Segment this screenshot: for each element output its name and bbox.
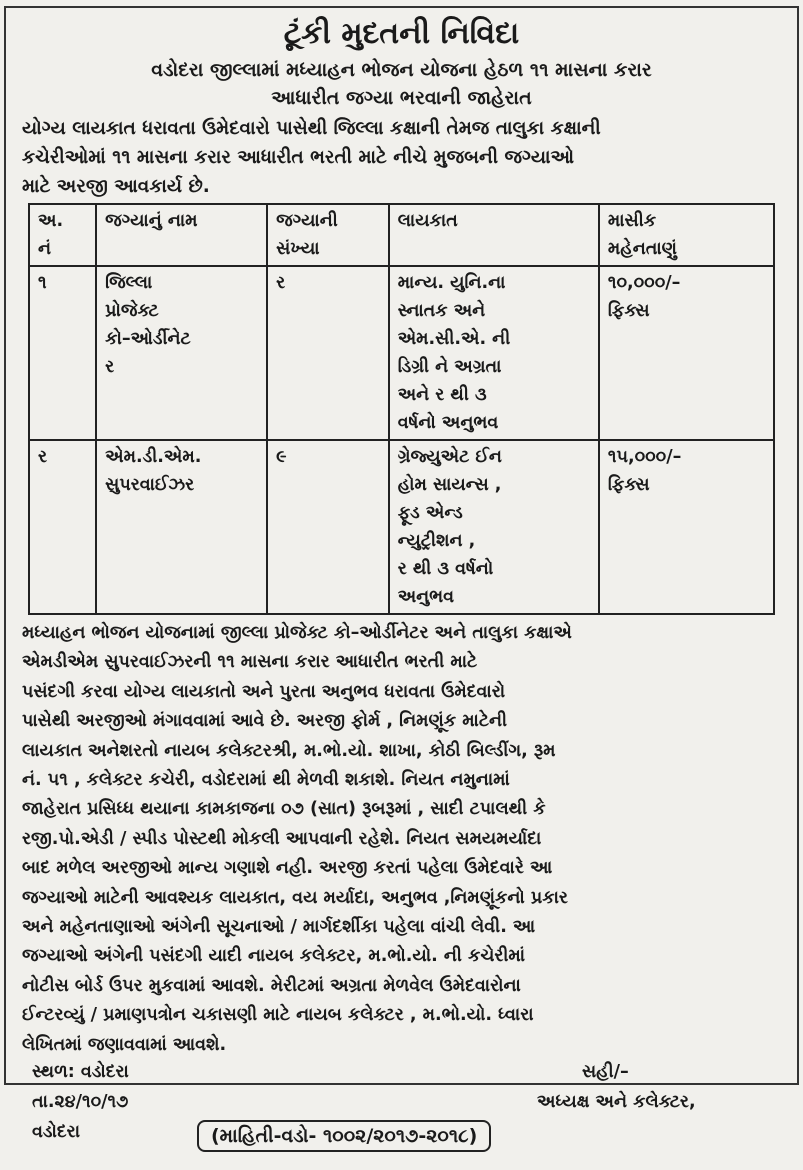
- body-line: બાદ મળેલ અરજીઓ માન્ય ગણાશે નહી. અરજી કરતાં પહેલા ઉમેદવારે આ: [22, 858, 553, 879]
- notice-subtitle: [22, 56, 781, 112]
- table-row: [29, 440, 774, 614]
- cell-post-name: એમ.ડી.એમ. સુપરવાઈઝર: [96, 440, 267, 614]
- body-line: નોટીસ બોર્ડ ઉપર મુકવામાં આવશે. મેરીટમાં અગ્રતા મેળવેલ ઉમેદવારોના: [22, 975, 521, 996]
- posts-table: [28, 203, 775, 615]
- body-line: એમડીએમ સુપરવાઈઝરની ૧૧ માસના કરાર આધારીત ભરતી માટે: [22, 652, 478, 673]
- footer-signed: સહી/–: [582, 1062, 629, 1083]
- header-post-name: જગ્યાનું નામ: [96, 204, 267, 266]
- notice-footer: [22, 1060, 781, 1170]
- footer-place: સ્થળ: વડોદરા: [32, 1062, 129, 1083]
- body-line: જગ્યાઓ માટેની આવશ્યક લાયકાત, વય મર્યાદા, અનુભવ ,નિમણૂંકનો પ્રકાર: [22, 887, 568, 908]
- cell-qualification: માન્ય. યુનિ.ના સ્નાતક અને એમ.સી.એ. ની ડિગ્રી ને અગ્રતા અને ર થી ૩ વર્ષનો અનુભવ: [389, 266, 599, 440]
- body-line: અને મહેનતાણાઓ અંગેની સૂચનાઓ / માર્ગદર્શીકા પહેલા વાંચી લેવી. આ: [22, 917, 536, 938]
- cell-post-count: ૯: [267, 440, 389, 614]
- body-line: નં. ૫૧ , કલેક્ટર કચેરી, વડોદરામાં થી મેળવી શકાશે. નિયત નમુનામાં: [22, 770, 510, 791]
- cell-qualification: ગ્રેજ્યુએટ ઈન હોમ સાયન્સ , ફૂડ એન્ડ ન્યુટ્રીશન , ર થી ૩ વર્ષનો અનુભવ: [389, 440, 599, 614]
- header-post-count: જગ્યાની સંખ્યા: [267, 204, 389, 266]
- subtitle-line: વડોદરા જીલ્લામાં મધ્યાહન ભોજન યોજના હેઠળ ૧૧ માસના કરાર: [151, 59, 652, 81]
- cell-salary: ૧૫,૦૦૦/– ફિક્સ: [599, 440, 774, 614]
- subtitle-line: આધારીત જગ્યા ભરવાની જાહેરાત: [271, 87, 532, 109]
- table-header-row: [29, 204, 774, 266]
- body-line: જગ્યાઓ અંગેની પસંદગી યાદી નાયબ કલેક્ટર, મ.ભો.યો. ની કચેરીમાં: [22, 946, 526, 967]
- header-serial-no: અ. નં: [29, 204, 96, 266]
- cell-salary: ૧૦,૦૦૦/– ફિક્સ: [599, 266, 774, 440]
- intro-line: કચેરીઓમાં ૧૧ માસના કરાર આધારીત ભરતી માટે નીચે મુજબની જગ્યાઓ: [22, 147, 575, 168]
- body-line: રજી.પો.એડી / સ્પીડ પોસ્ટથી મોકલી આપવાની રહેશે. નિયત સમયમર્યાદા: [22, 828, 542, 849]
- body-line: મધ્યાહન ભોજન યોજનામાં જીલ્લા પ્રોજેક્ટ કો–ઓર્ડીનેટર અને તાલુકા કક્ષાએ: [22, 623, 572, 643]
- notice-body: [22, 619, 781, 1060]
- header-qualification: લાયકાત: [389, 204, 599, 266]
- reference-number: (માહિતી-વડો- ૧૦૦૨/૨૦૧૭-૨૦૧૮): [197, 1120, 491, 1152]
- cell-serial-no: ૧: [29, 266, 96, 440]
- header-monthly-salary: માસીક મહેનતાણું: [599, 204, 774, 266]
- body-line: પાસેથી અરજીઓ મંગાવવામાં આવે છે. અરજી ફોર્મ , નિમણૂંક માટેની: [22, 711, 508, 732]
- intro-line: માટે અરજી આવકાર્ય છે.: [22, 176, 210, 197]
- cell-post-count: ર: [267, 266, 389, 440]
- body-line: લેખિતમાં જણાવવામાં આવશે.: [22, 1034, 227, 1055]
- notice-intro: [22, 114, 781, 201]
- table-row: [29, 266, 774, 440]
- footer-city: વડોદરા: [32, 1122, 81, 1143]
- footer-date: તા.૨૪/૧૦/૧૭: [32, 1092, 129, 1113]
- body-line: જાહેરાત પ્રસિધ્ધ થયાના કામકાજના ૦૭ (સાત) રૂબરૂમાં , સાદી ટપાલથી કે: [22, 799, 546, 820]
- notice-title: ટૂંકી મુદતની નિવિદા: [283, 16, 520, 51]
- intro-line: યોગ્ય લાયકાત ધરાવતા ઉમેદવારો પાસેથી જિલ્લા કક્ષાની તેમજ તાલુકા કક્ષાની: [22, 118, 601, 139]
- cell-post-name: જિલ્લા પ્રોજેક્ટ કો–ઓર્ડીનેટ ર: [96, 266, 267, 440]
- footer-signatory: અધ્યક્ષ અને કલેક્ટર,: [537, 1092, 696, 1113]
- body-line: પસંદગી કરવા યોગ્ય લાયકાતો અને પુરતા અનુભવ ધરાવતા ઉમેદવારો: [22, 681, 506, 702]
- body-line: લાયકાત અનેશરતો નાયબ કલેક્ટરશ્રી, મ.ભો.યો. શાખા, કોઠી બિલ્ડીંગ, રૂમ: [22, 740, 556, 761]
- cell-serial-no: ર: [29, 440, 96, 614]
- body-line: ઈન્ટરવ્યું / પ્રમાણપત્રોન ચકાસણી માટે નાયબ કલેક્ટર , મ.ભો.યો. ધ્વારા: [22, 1005, 534, 1026]
